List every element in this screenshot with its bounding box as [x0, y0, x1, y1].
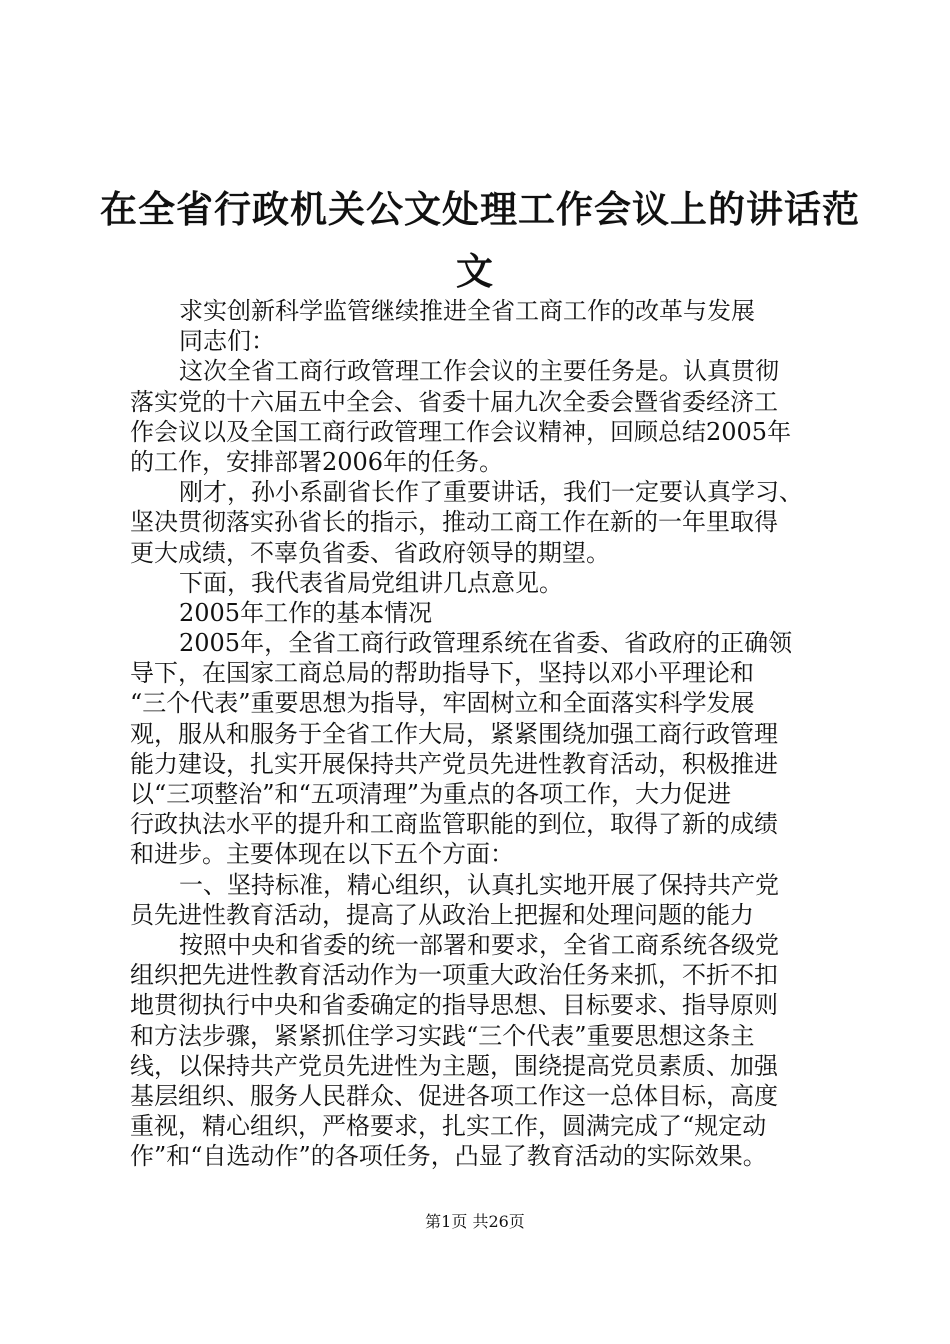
- document-title-line-1: 在全省行政机关公文处理工作会议上的讲话范: [100, 187, 860, 231]
- document-title-line-2: 文: [456, 249, 494, 293]
- body-line: 2005年，全省工商行政管理系统在省委、省政府的正确领: [179, 629, 793, 658]
- body-line: 同志们：: [179, 327, 275, 356]
- body-line: 和进步。主要体现在以下五个方面：: [130, 840, 514, 869]
- body-line: 刚才，孙小系副省长作了重要讲话，我们一定要认真学习、: [179, 478, 803, 507]
- section-heading: 2005年工作的基本情况: [179, 598, 433, 627]
- body-line: 观，服从和服务于全省工作大局，紧紧围绕加强工商行政管理: [130, 719, 778, 748]
- body-line: 作会议以及全国工商行政管理工作会议精神，回顾总结2005年: [130, 417, 792, 446]
- body-line: 能力建设，扎实开展保持共产党员先进性教育活动，积极推进: [130, 749, 778, 778]
- body-line: 下面，我代表省局党组讲几点意见。: [179, 568, 563, 597]
- document-body: [130, 296, 830, 1171]
- body-line: 行政执法水平的提升和工商监管职能的到位，取得了新的成绩: [130, 810, 778, 839]
- body-line: 坚决贯彻落实孙省长的指示，推动工商工作在新的一年里取得: [130, 508, 778, 537]
- body-line: “三个代表”重要思想为指导，牢固树立和全面落实科学发展: [130, 689, 755, 718]
- body-line: 求实创新科学监管继续推进全省工商工作的改革与发展: [179, 297, 755, 325]
- body-line: 导下，在国家工商总局的帮助指导下，坚持以邓小平理论和: [130, 659, 754, 688]
- body-line: 组织把先进性教育活动作为一项重大政治任务来抓，不折不扣: [130, 961, 778, 990]
- body-line: 以“三项整治”和“五项清理”为重点的各项工作，大力促进: [130, 780, 732, 808]
- body-line: 的工作，安排部署2006年的任务。: [130, 447, 504, 476]
- body-line: 按照中央和省委的统一部署和要求，全省工商系统各级党: [179, 930, 779, 959]
- body-line: 这次全省工商行政管理工作会议的主要任务是。认真贯彻: [179, 357, 779, 386]
- body-line: 和方法步骤，紧紧抓住学习实践“三个代表”重要思想这条主: [130, 1021, 755, 1050]
- body-line: 基层组织、服务人民群众、促进各项工作这一总体目标，高度: [130, 1081, 778, 1110]
- body-line: 落实党的十六届五中全会、省委十届九次全委会暨省委经济工: [130, 387, 778, 416]
- body-line: 线，以保持共产党员先进性为主题，围绕提高党员素质、加强: [130, 1051, 778, 1080]
- body-line: 更大成绩，不辜负省委、省政府领导的期望。: [130, 538, 610, 567]
- body-line: 重视，精心组织，严格要求，扎实工作，圆满完成了“规定动: [130, 1112, 767, 1141]
- page-number-footer: 第1页 共26页: [425, 1212, 525, 1231]
- body-line: 员先进性教育活动，提高了从政治上把握和处理问题的能力: [130, 900, 754, 929]
- body-line: 作”和“自选动作”的各项任务，凸显了教育活动的实际效果。: [130, 1142, 767, 1171]
- body-line: 一、坚持标准，精心组织，认真扎实地开展了保持共产党: [179, 870, 779, 899]
- body-line: 地贯彻执行中央和省委确定的指导思想、目标要求、指导原则: [130, 991, 778, 1020]
